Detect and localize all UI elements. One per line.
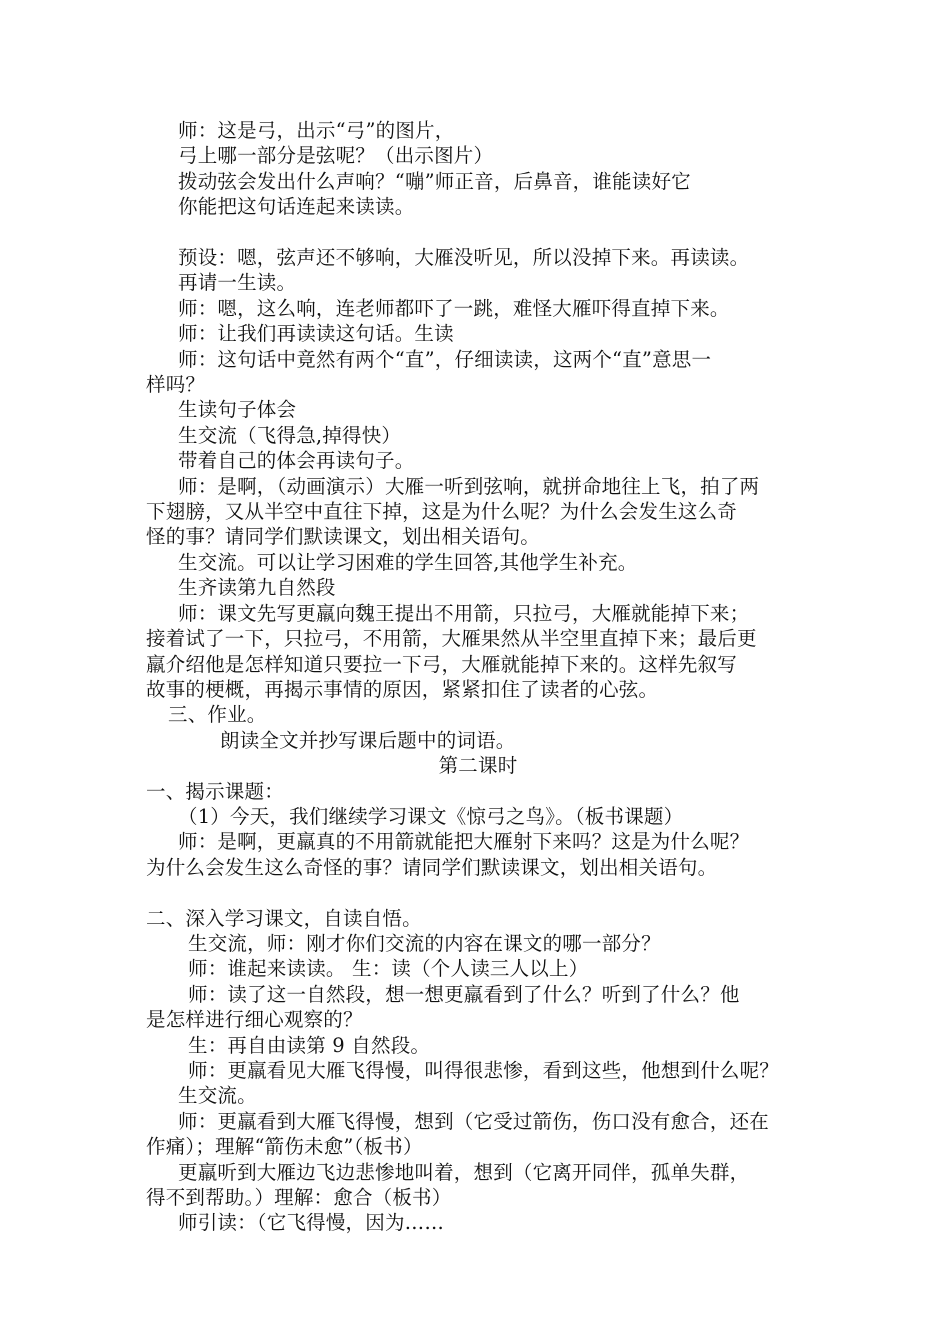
text-line: 生交流，师：刚才你们交流的内容在课文的哪一部分？ — [188, 931, 661, 955]
text-line: 生交流。可以让学习困难的学生回答,其他学生补充。 — [178, 550, 638, 574]
text-line: 接着试了一下，只拉弓，不用箭，大雁果然从半空里直掉下来；最后更 — [146, 627, 757, 651]
text-line: 朗读全文并抄写课后题中的词语。 — [220, 728, 516, 752]
text-line: 师：这句话中竟然有两个“直”，仔细读读，这两个“直”意思一 — [178, 347, 712, 371]
text-line: 师引读：（它飞得慢，因为…… — [178, 1211, 445, 1235]
text-line: 生齐读第九自然段 — [178, 576, 336, 600]
text-line: 故事的梗概，再揭示事情的原因，紧紧扣住了读者的心弦。 — [146, 677, 659, 701]
text-line: 师：让我们再读读这句话。生读 — [178, 322, 454, 346]
text-line: 师：读了这一自然段，想一想更羸看到了什么？听到了什么？他 — [188, 982, 740, 1006]
text-line: 师：更羸看见大雁飞得慢，叫得很悲惨，看到这些，他想到什么呢？ — [188, 1059, 780, 1082]
blank-line — [146, 220, 810, 245]
text-line: 生交流（飞得急,掉得快） — [178, 423, 402, 447]
text-line: 生交流。 — [178, 1084, 257, 1108]
text-line: 下翅膀，又从半空中直往下掉，这是为什么呢？为什么会发生这么奇 — [146, 500, 738, 524]
text-line: 师：嗯，这么响，连老师都吓了一跳，难怪大雁吓得直掉下来。 — [178, 296, 730, 320]
text-line: （1）今天，我们继续学习课文《惊弓之鸟》。（板书课题） — [178, 804, 684, 828]
text-line: 生：再自由读第 9 自然段。 — [188, 1033, 431, 1057]
text-line: 师：谁起来读读。 生：读（个人读三人以上） — [188, 957, 589, 981]
text-line: 作痛）；理解“箭伤未愈”（板书） — [146, 1135, 423, 1159]
text-line: 为什么会发生这么奇怪的事？请同学们默读课文，划出相关语句。 — [146, 855, 718, 879]
text-line: 师：更羸看到大雁飞得慢，想到（它受过箭伤，伤口没有愈合，还在 — [178, 1109, 770, 1133]
section-heading: 二、深入学习课文，自读自悟。 — [146, 906, 422, 930]
text-line: 是怎样进行细心观察的？ — [146, 1008, 363, 1032]
text-line: 带着自己的体会再读句子。 — [178, 449, 415, 473]
text-line: 师：这是弓，出示“弓”的图片， — [178, 119, 455, 142]
blank-line — [146, 880, 810, 905]
text-line: 师：是啊，（动画演示）大雁一听到弦响，就拼命地往上飞，拍了两 — [178, 474, 760, 498]
text-line: 再请一生读。 — [178, 271, 297, 295]
text-line: 预设：嗯，弦声还不够响，大雁没听见，所以没掉下来。再读读。 — [178, 246, 750, 270]
text-line: 你能把这句话连起来读读。 — [178, 195, 415, 219]
text-line: 得不到帮助。）理解：愈合（板书） — [146, 1186, 452, 1210]
text-line: 样吗？ — [146, 373, 206, 397]
text-line: 拨动弦会发出什么声响？“嘣”师正音，后鼻音，谁能读好它 — [178, 169, 691, 193]
text-line: 羸介绍他是怎样知道只要拉一下弓，大雁就能掉下来的。这样先叙写 — [146, 652, 738, 676]
section-heading: 三、作业。 — [168, 703, 267, 727]
text-line: 弓上哪一部分是弦呢？（出示图片） — [178, 144, 494, 168]
text-line: 怪的事？请同学们默读课文，划出相关语句。 — [146, 525, 541, 549]
text-line: 生读句子体会 — [178, 398, 297, 422]
text-line: 师：课文先写更羸向魏王提出不用箭，只拉弓，大雁就能掉下来； — [178, 601, 750, 625]
text-line: 更羸听到大雁边飞边悲惨地叫着，想到（它离开同伴，孤单失群， — [178, 1160, 750, 1184]
section-heading: 一、揭示课题： — [146, 779, 284, 803]
text-line: 师：是啊，更羸真的不用箭就能把大雁射下来吗？这是为什么呢？ — [178, 830, 750, 854]
lesson-title: 第二课时 — [438, 754, 518, 778]
